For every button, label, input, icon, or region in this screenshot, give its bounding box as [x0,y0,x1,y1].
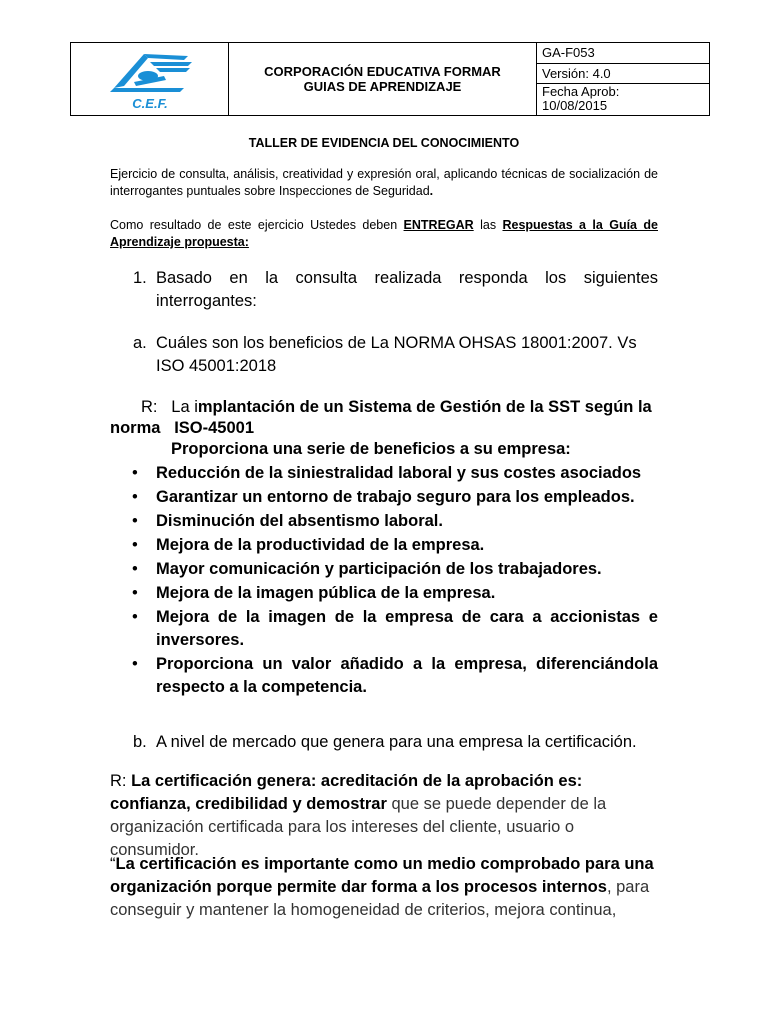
answer-b-bold: La certificación genera: acreditación de la aprobación es: confianza, credibilidad y demostrar [110,772,583,813]
answer-a-la: La i [171,398,198,416]
answer-a-norma: norma [110,419,161,437]
question-a-text: Cuáles son los beneficios de La NORMA OHSAS 18001:2007. Vs ISO 45001:2018 [156,334,637,375]
answer-a-bold: mplantación de un Sistema de Gestión de la SST según la [197,398,652,416]
quote-rest: , para conseguir y mantener la homogeneidad de criterios, mejora continua, [110,878,650,919]
intro-end: . [429,184,434,198]
answer-a-r: R: [141,398,158,416]
benefits-list [130,462,658,700]
answer-b-rest: que se puede depender de la organización certificada para los intereses del cliente, usuario o consumidor. [110,795,607,859]
result-pre: Como resultado de este ejercicio Ustedes deben [110,218,404,232]
question-b-letter: b. [133,733,147,751]
intro-text: Ejercicio de consulta, análisis, creatividad y expresión oral, aplicando técnicas de socialización de interrogantes puntuales sobre Inspecciones de Seguridad [110,167,658,198]
cef-logo [104,46,196,112]
logo-text: C.E.F. [131,96,168,111]
list-item: • Mejora de la imagen pública de la empresa. [130,582,658,605]
org-name: CORPORACIÓN EDUCATIVA FORMAR [264,64,501,79]
answer-b [110,770,658,862]
question-1-text: Basado en la consulta realizada responda los siguientes interrogantes: [156,269,658,310]
bullet-icon: • [132,608,138,626]
approval-date-value: 10/08/2015 [542,98,608,113]
answer-a-line2 [110,417,254,440]
quote-bold: La certificación es importante como un medio comprobado para una organización porque permite dar forma a los procesos internos [110,855,654,896]
bullet-icon: • [132,488,138,506]
document-header [70,42,710,116]
header-meta-cell [537,43,709,115]
logo-cell [71,43,229,115]
list-item: • Mejora de la imagen de la empresa de cara a accionistas e inversores. [132,608,658,649]
answer-a-iso: ISO-45001 [174,419,255,437]
answer-a-intro: Proporciona una serie de beneficios a su empresa: [171,440,571,458]
question-1-number: 1. [133,269,147,287]
approval-date [537,84,709,115]
list-item: • Mejora de la productividad de la empresa. [130,534,658,557]
answer-a-line1 [141,396,661,419]
answer-b-r: R: [110,772,132,790]
result-paragraph [110,217,658,251]
header-title-cell [229,43,537,115]
result-mid: las [473,218,503,232]
list-item: • Mayor comunicación y participación de los trabajadores. [130,558,658,581]
entregar-word: ENTREGAR [403,218,474,232]
doc-code: GA-F053 [537,43,709,64]
page-title: TALLER DE EVIDENCIA DEL CONOCIMIENTO [248,136,520,150]
bullet-icon: • [132,584,138,602]
question-b-text: A nivel de mercado que genera para una empresa la certificación. [156,733,637,751]
intro-paragraph [110,166,658,200]
list-item: • Garantizar un entorno de trabajo seguro para los empleados. [130,486,658,509]
list-item: • Proporciona un valor añadido a la empresa, diferenciándola respecto a la competencia. [132,655,658,696]
bullet-icon: • [132,512,138,530]
list-item: • Disminución del absentismo laboral. [130,510,658,533]
bullet-icon: • [132,655,138,673]
quote-paragraph [110,853,658,922]
bullet-icon: • [132,464,138,482]
doc-version: Versión: 4.0 [537,64,709,84]
doc-type: GUIAS DE APRENDIZAJE [303,79,462,94]
bullet-icon: • [132,536,138,554]
question-a-letter: a. [133,334,147,352]
list-item: • Reducción de la siniestralidad laboral y sus costes asociados [130,462,658,485]
respuestas-text: Respuestas a la Guía de Aprendizaje propuesta: [110,218,658,249]
approval-date-label: Fecha Aprob: [542,84,620,99]
bullet-icon: • [132,560,138,578]
quote-open: “ [110,855,116,873]
